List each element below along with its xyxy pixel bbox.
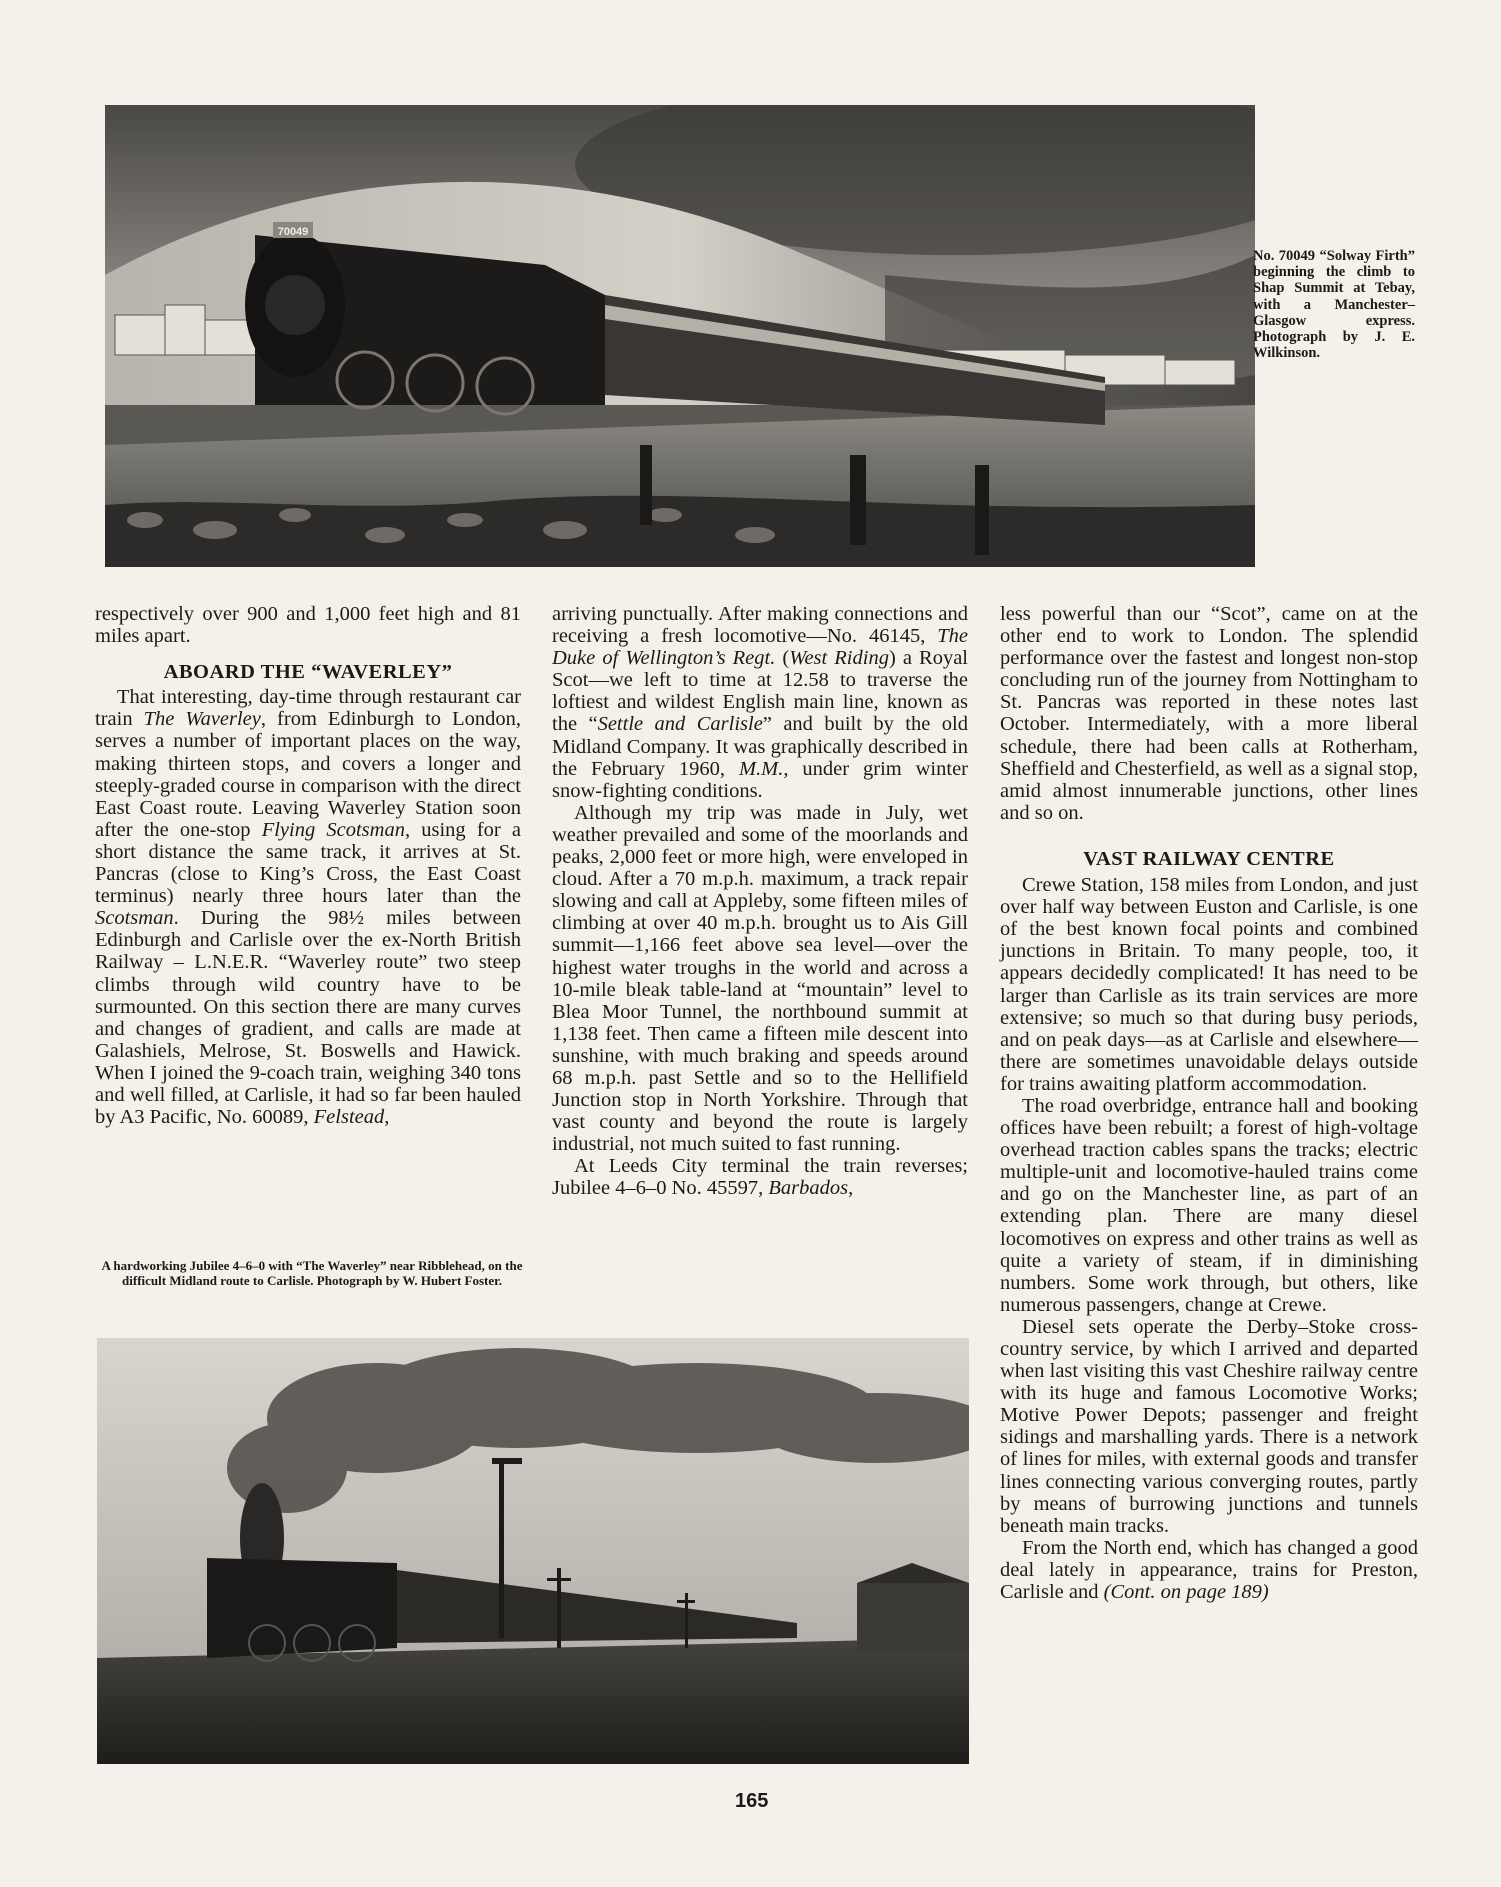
column-1 [95,603,521,1128]
col3-paragraph-3: The road overbridge, entrance hall and booking offices have been rebuilt; a forest of high-voltage overhead traction cables spans the tracks; electric multiple-unit and locomotive-hauled trains come and go on the Manchester line, as part of an extending plan. There are many diesel locomotives on express and other trains as well as quite a variety of steam, if in diminishing numbers. Some work through, but others, like numerous passengers, change at Crewe. [1000,1094,1418,1316]
top-photo [105,105,1255,567]
train-photo-shap [105,105,1255,567]
column-3 [1000,603,1418,1603]
bottom-photo-caption: A hardworking Jubilee 4–6–0 with “The Waverley” near Ribblehead, on the difficult Midland route to Carlisle. Photograph by W. Hubert Foster. [101,1258,523,1288]
heading-vast-railway-centre: VAST RAILWAY CENTRE [1083,847,1335,870]
col3-paragraph-1: less powerful than our “Scot”, came on at the other end to work to London. The splendid performance over the fastest and longest non-stop concluding run of the journey from Nottingham to St. Pancras was reported in these notes last October. Intermediately, with a more liberal schedule, there had been calls at Rotherham, Sheffield and Chesterfield, as well as a signal stop, amid almost innumerable junctions, other lines and so on. [1000,603,1418,824]
locomotive-number: 70049 [277,226,309,238]
continued-on-page-link: (Cont. on page 189) [1103,1581,1269,1604]
page-number: 165 [735,1790,769,1812]
col1-paragraph-1: respectively over 900 and 1,000 feet high and 81 miles apart. [95,603,521,648]
col2-paragraph-2: Although my trip was made in July, wet weather prevailed and some of the moorlands and peaks, 2,000 feet or more high, were enveloped in cloud. After a 70 m.p.h. maximum, a track repair slowing and call at Appleby, some fifteen miles of climbing at over 40 m.p.h. brought us to Ais Gill summit—1,166 feet above sea level—over the highest water troughs in the world and across a 10-mile bleak table-land at “mountain” level to Blea Moor Tunnel, the northbound summit at 1,138 feet. Then came a fifteen mile descent into sunshine, with much braking and speeds around 68 m.p.h. past Settle and so to the Hellifield Junction stop in North Yorkshire. Through that vast county and beyond the route is largely industrial, not much suited to fast running. [552,801,968,1156]
bottom-photo [97,1338,969,1764]
top-photo-caption: No. 70049 “Solway Firth” beginning the climb to Shap Summit at Tebay, with a Manchester–Glasgow express. Photograph by J. E. Wilkinson. [1253,248,1415,362]
heading-aboard-the-waverley: ABOARD THE “WAVERLEY” [163,661,453,684]
col3-paragraph-2: Crewe Station, 158 miles from London, and just over half way between Euston and Carlisle, is one of the best known focal points and combined junctions in Britain. To many people, too, it appears decidedly complicated! It has need to be larger than Carlisle as its train services are more extensive; so much so that during busy periods, and on peak days—as at Carlisle and elsewhere—there are sometimes unavoidable delays outside for trains awaiting platform accommodation. [1000,874,1418,1095]
column-2 [552,603,968,1200]
col1-paragraph-2: That interesting, day-time through restaurant car train The Waverley, from Edinburgh to London, serves a number of important places on the way, making thirteen stops, and covers a longer and steeply-graded course in comparison with the direct East Coast route. Leaving Waverley Station soon after the one-stop Flying Scotsman, using for a short distance the same track, it arrives at St. Pancras (close to King’s Cross, the East Coast terminus) nearly three hours later than the Scotsman. During the 98½ miles between Edinburgh and Carlisle over the ex-North British Railway – L.N.E.R. “Waverley route” two steep climbs through wild country have to be surmounted. On this section there are many curves and changes of gradient, and calls are made at Galashiels, Melrose, St. Boswells and Hawick. When I joined the 9-coach train, weighing 340 tons and well filled, at Carlisle, it had so far been hauled by A3 Pacific, No. 60089, Felstead, [95,686,521,1129]
col2-paragraph-1: arriving punctually. After making connections and receiving a fresh locomotive—No. 46145, The Duke of Wellington’s Regt. (West Riding) a Royal Scot—we left to time at 12.58 to traverse the loftiest and wildest English main line, known as the “Settle and Carlisle” and built by the old Midland Company. It was graphically described in the February 1960, M.M., under grim winter snow-fighting conditions. [552,603,968,802]
train-photo-ribblehead [97,1338,969,1764]
col3-paragraph-4: Diesel sets operate the Derby–Stoke cross-country service, by which I arrived and departed when last visiting this vast Cheshire railway centre with its huge and famous Locomotive Works; Motive Power Depots; passenger and freight sidings and marshalling yards. There is a network of lines for miles, with external goods and transfer lines connecting various converging routes, partly by means of burrowing junctions and tunnels beneath main tracks. [1000,1315,1418,1537]
col2-paragraph-3: At Leeds City terminal the train reverses; Jubilee 4–6–0 No. 45597, Barbados, [552,1155,968,1200]
col3-paragraph-5: From the North end, which has changed a good deal lately in appearance, trains for Preston, Carlisle and (Cont. on page 189) [1000,1536,1418,1604]
